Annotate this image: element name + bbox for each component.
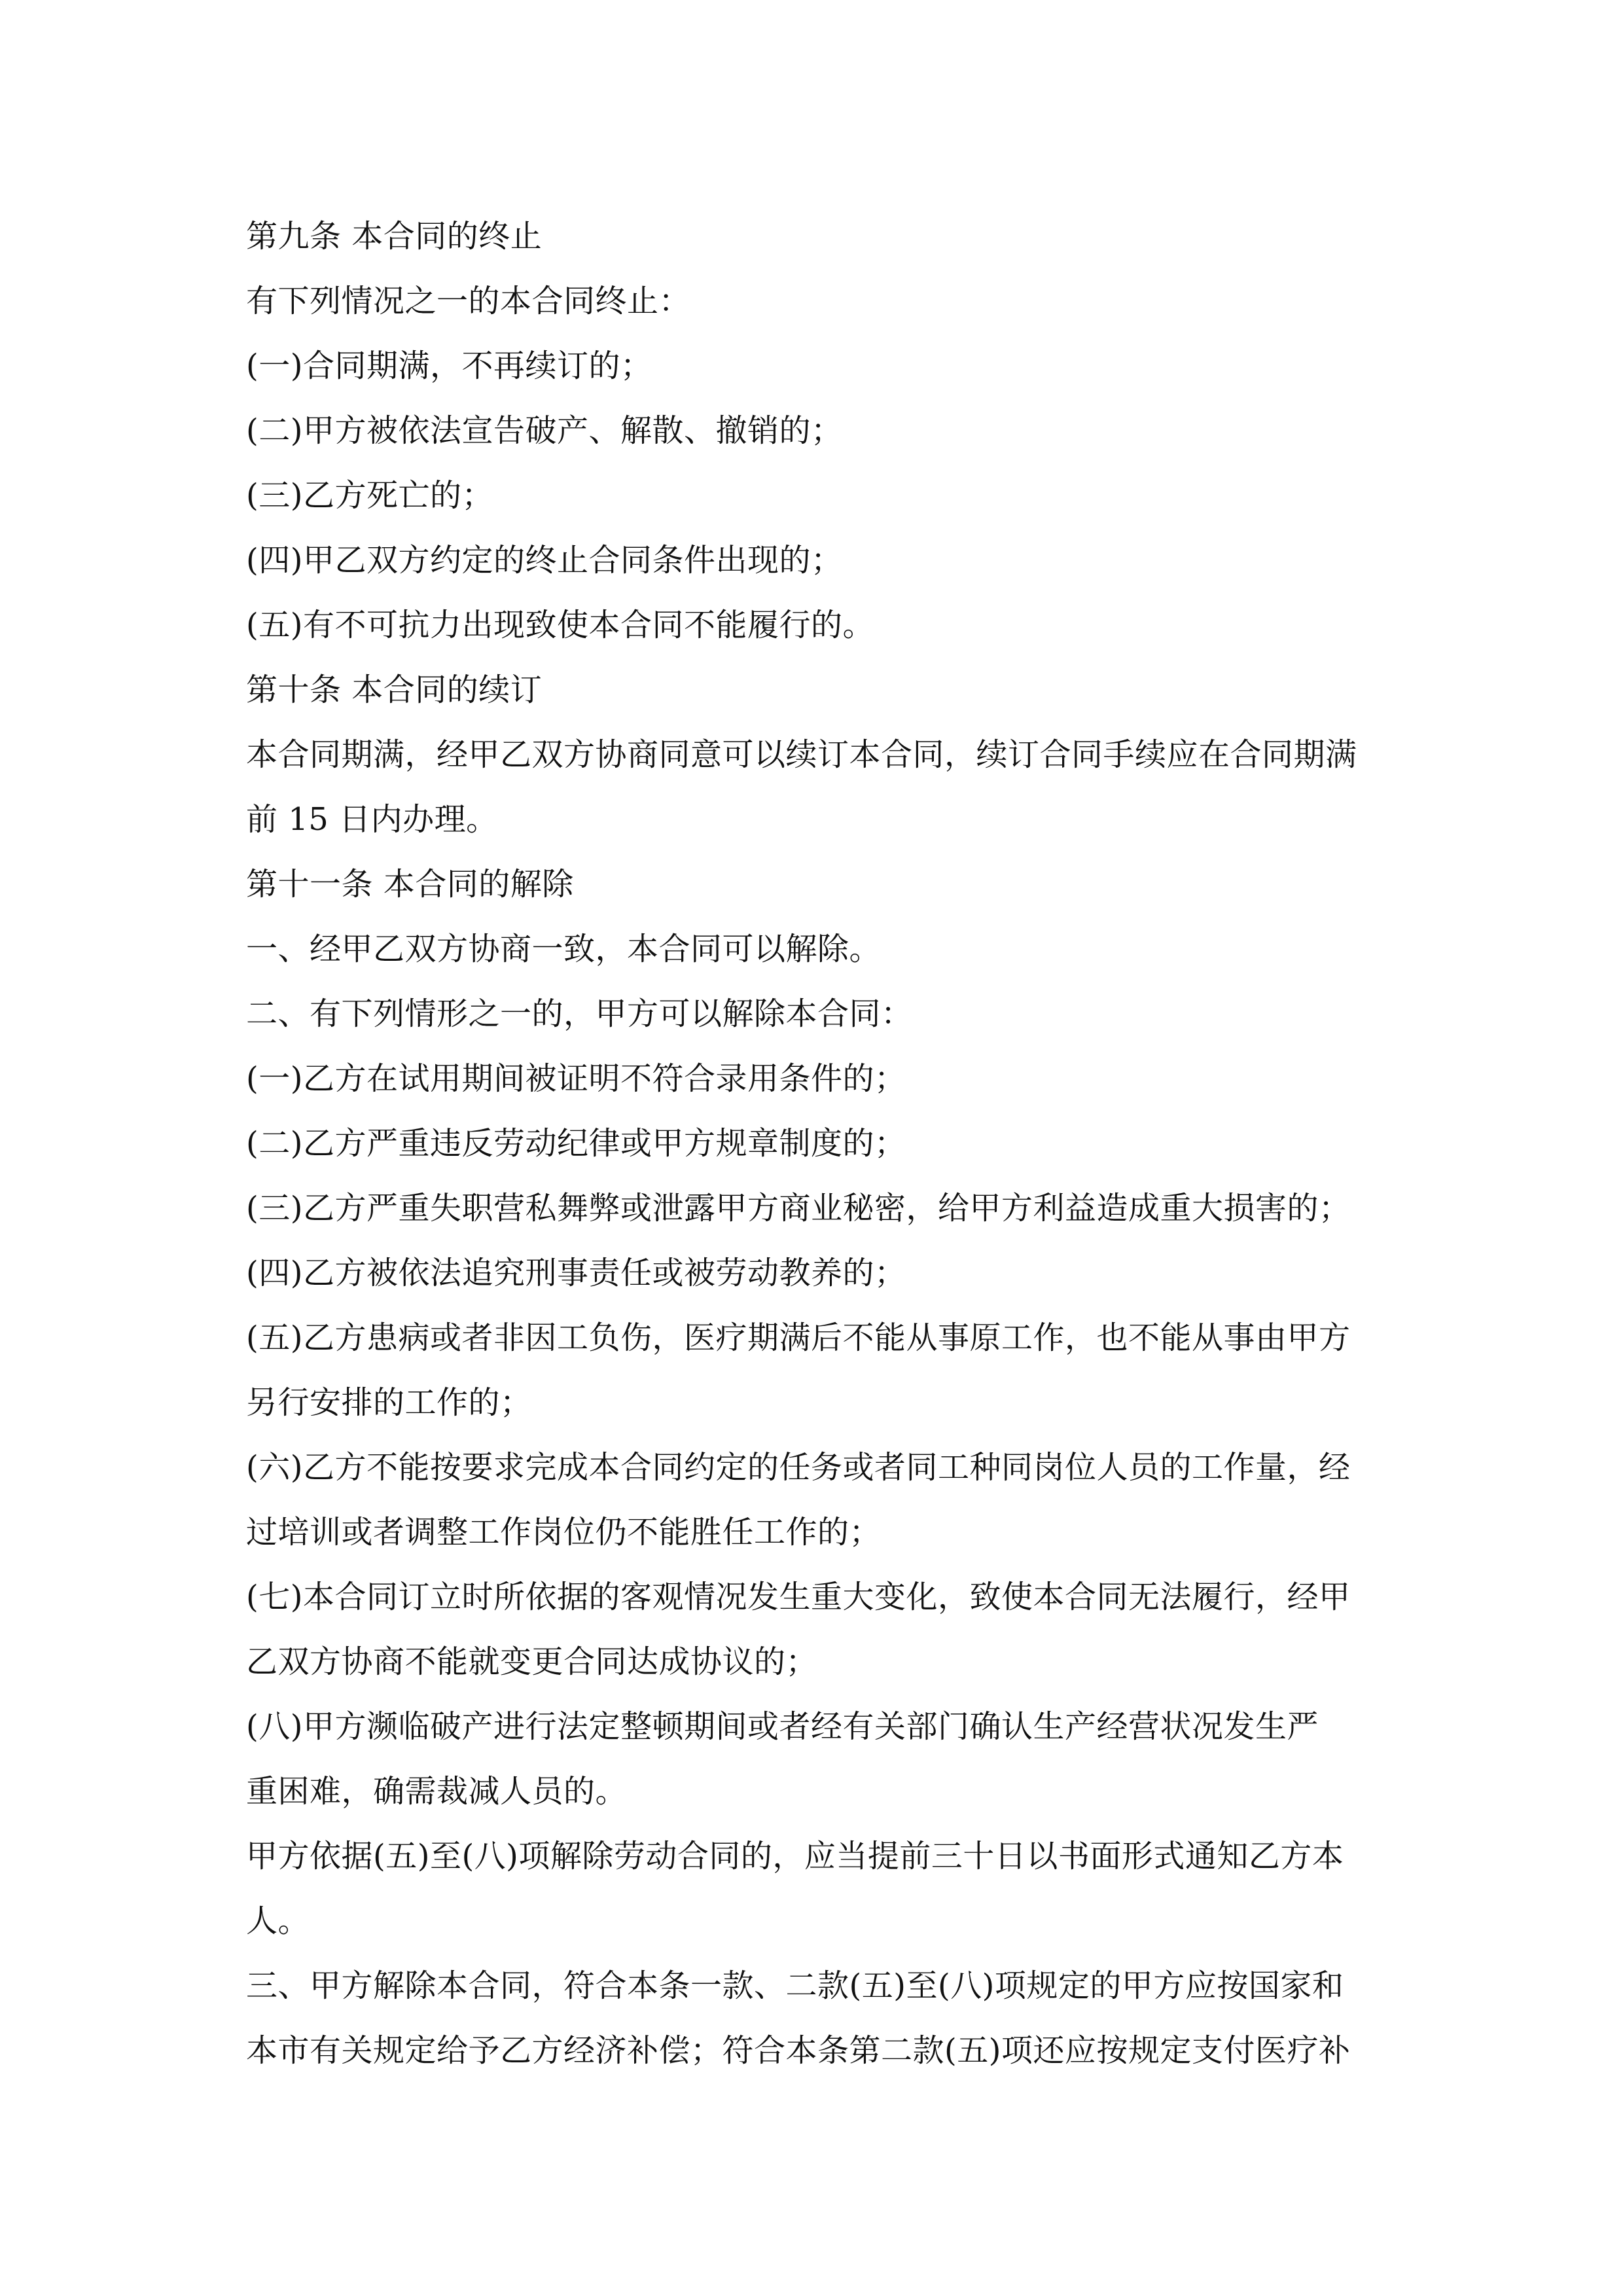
list-item: (四)乙方被依法追究刑事责任或被劳动教养的； xyxy=(246,1255,906,1291)
list-item: (三)乙方死亡的； xyxy=(246,477,493,514)
paragraph-line: 前 15 日内办理。 xyxy=(246,801,498,838)
list-item: (四)甲乙双方约定的终止合同条件出现的； xyxy=(246,542,843,579)
paragraph-line: 本合同期满，经甲乙双方协商同意可以续订本合同，续订合同手续应在合同期满 xyxy=(246,736,1357,773)
paragraph-line: 本市有关规定给予乙方经济补偿；符合本条第二款(五)项还应按规定支付医疗补 xyxy=(246,2032,1351,2069)
article-9-heading: 第九条 本合同的终止 xyxy=(246,218,543,255)
article-11-heading: 第十一条 本合同的解除 xyxy=(246,866,574,903)
list-item: (六)乙方不能按要求完成本合同约定的任务或者同工种同岗位人员的工作量，经 xyxy=(246,1449,1351,1486)
list-item: (三)乙方严重失职营私舞弊或泄露甲方商业秘密，给甲方利益造成重大损害的； xyxy=(246,1190,1351,1227)
list-item: (二)甲方被依法宣告破产、解散、撤销的； xyxy=(246,412,843,449)
list-item: (一)合同期满，不再续订的； xyxy=(246,348,652,384)
list-item-continuation: 另行安排的工作的； xyxy=(246,1384,532,1421)
article-10-heading: 第十条 本合同的续订 xyxy=(246,672,543,708)
list-item-continuation: 过培训或者调整工作岗位仍不能胜任工作的； xyxy=(246,1514,882,1551)
list-item: (八)甲方濒临破产进行法定整顿期间或者经有关部门确认生产经营状况发生严 xyxy=(246,1708,1319,1745)
list-item-continuation: 乙双方协商不能就变更合同达成协议的； xyxy=(246,1643,818,1680)
paragraph-line: 三、甲方解除本合同，符合本条一款、二款(五)至(八)项规定的甲方应按国家和 xyxy=(246,1967,1344,2004)
paragraph-line: 甲方依据(五)至(八)项解除劳动合同的，应当提前三十日以书面形式通知乙方本 xyxy=(246,1838,1344,1874)
document-body xyxy=(246,204,1385,2083)
list-item: (一)乙方在试用期间被证明不符合录用条件的； xyxy=(246,1060,906,1097)
paragraph-line: 一、经甲乙双方协商一致，本合同可以解除。 xyxy=(246,931,882,967)
list-item: (七)本合同订立时所依据的客观情况发生重大变化，致使本合同无法履行，经甲 xyxy=(246,1579,1351,1615)
paragraph-line: 二、有下列情形之一的，甲方可以解除本合同： xyxy=(246,996,913,1032)
paragraph-line: 人。 xyxy=(246,1903,310,1939)
list-item: (二)乙方严重违反劳动纪律或甲方规章制度的； xyxy=(246,1125,906,1162)
list-item: (五)乙方患病或者非因工负伤，医疗期满后不能从事原工作，也不能从事由甲方 xyxy=(246,1319,1351,1356)
paragraph-line: 有下列情况之一的本合同终止： xyxy=(246,283,691,319)
list-item: (五)有不可抗力出现致使本合同不能履行的。 xyxy=(246,607,874,643)
list-item-continuation: 重困难，确需裁减人员的。 xyxy=(246,1773,628,1810)
